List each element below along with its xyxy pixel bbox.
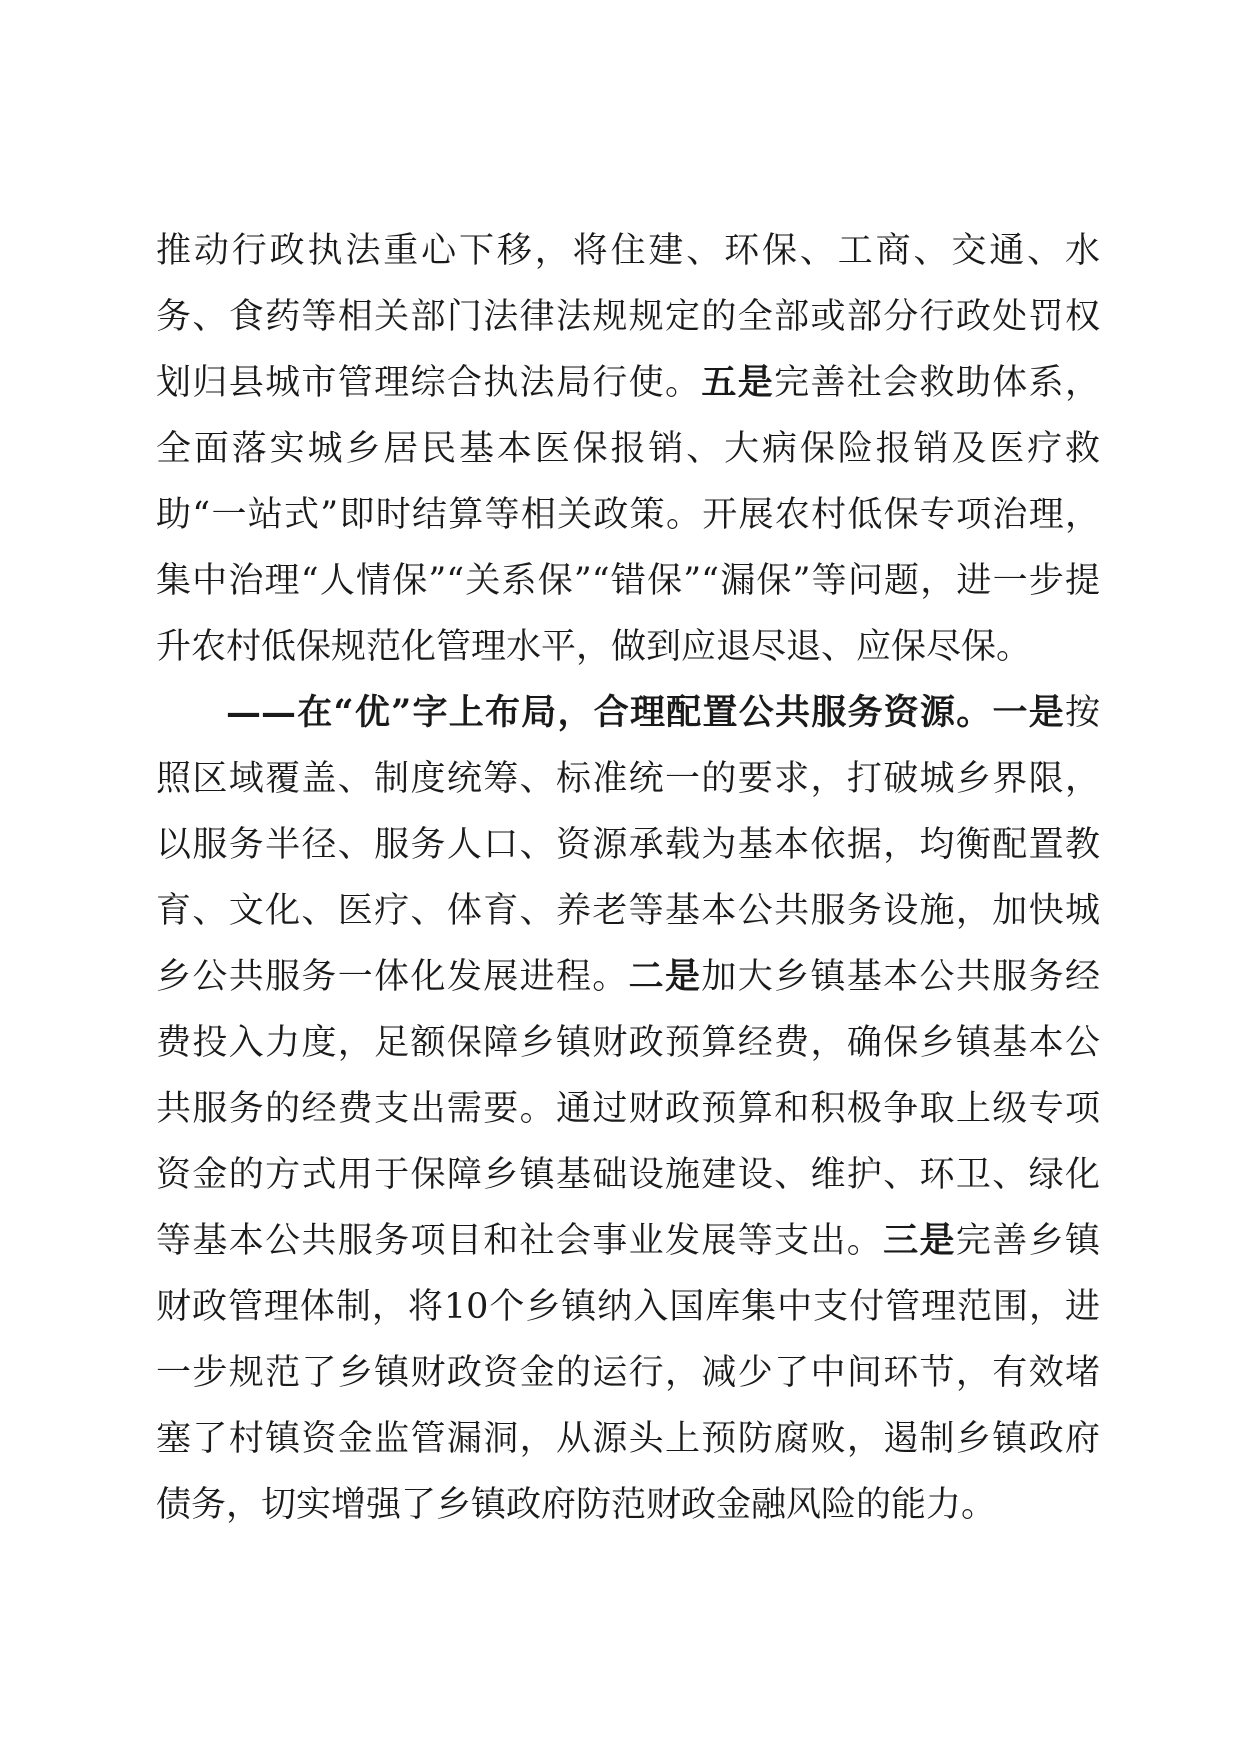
- bold-run: 二是: [628, 956, 702, 997]
- text-run: 完善社会救助体系，全面落实城乡居民基本医保报销、大病保险报销及医疗救助“一站式”即时结算等相关政策。开展农村低保专项治理，集中治理“人情保”“关系保”“错保”“漏保”等问题，进一步提升农村低保规范化管理水平，做到应退尽退、应保尽保。: [156, 363, 1100, 667]
- bold-run: 三是: [883, 1220, 956, 1261]
- text-run: 完善乡镇财政管理体制，将10个乡镇纳入国库集中支付管理范围，进一步规范了乡镇财政资金的运行，减少了中间环节，有效堵塞了村镇资金监管漏洞，从源头上预防腐败，遏制乡镇政府债务，切实增强了乡镇政府防范财政金融风险的能力。: [156, 1221, 1100, 1525]
- bold-run: ——在“优”字上布局，合理配置公共服务资源。一是: [226, 692, 1065, 733]
- bold-run: 五是: [701, 362, 775, 403]
- text-run: 推动行政执法重心下移，将住建、环保、工商、交通、水务、食药等相关部门法律法规规定的全部或部分行政处罚权划归县城市管理综合执法局行使。: [156, 231, 1100, 403]
- text-run: 加大乡镇基本公共服务经费投入力度，足额保障乡镇财政预算经费，确保乡镇基本公共服务的经费支出需要。通过财政预算和积极争取上级专项资金的方式用于保障乡镇基础设施建设、维护、环卫、绿化等基本公共服务项目和社会事业发展等支出。: [156, 957, 1100, 1261]
- paragraph-1: [156, 218, 1100, 680]
- document-page: [156, 218, 1100, 1538]
- text-run: 按照区域覆盖、制度统筹、标准统一的要求，打破城乡界限，以服务半径、服务人口、资源承载为基本依据，均衡配置教育、文化、医疗、体育、养老等基本公共服务设施，加快城乡公共服务一体化发展进程。: [156, 693, 1100, 997]
- paragraph-2: [156, 680, 1100, 1538]
